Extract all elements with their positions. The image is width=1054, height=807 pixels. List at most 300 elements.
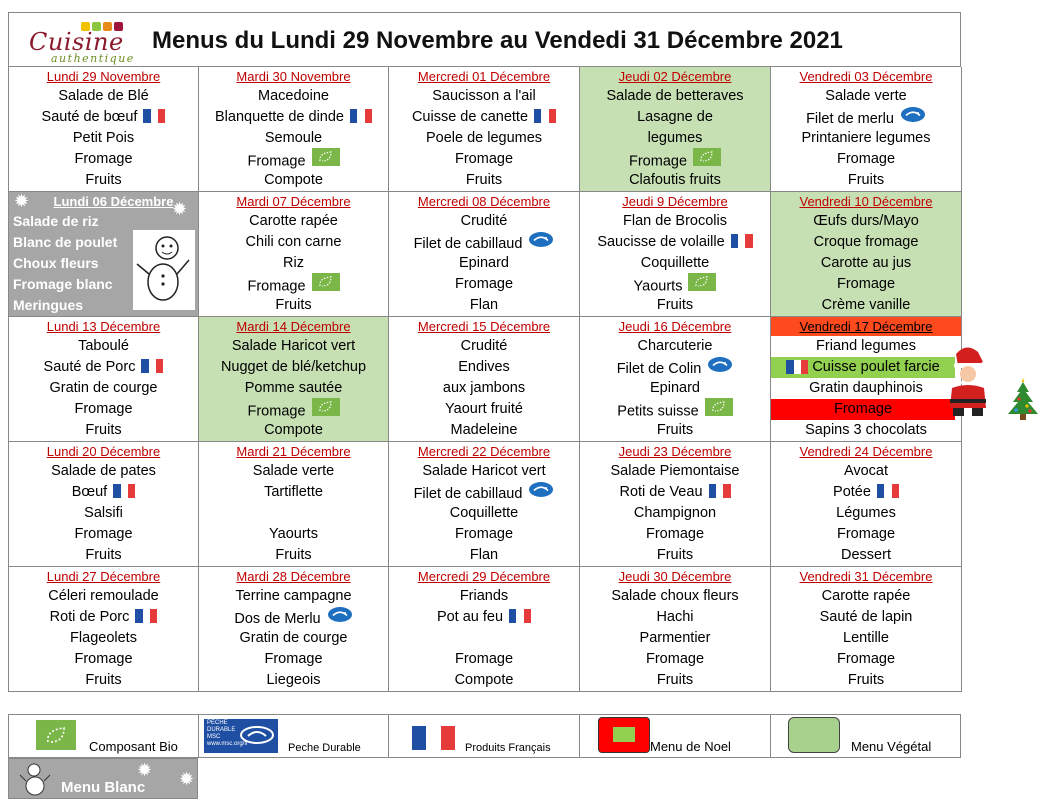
flag-icon: [877, 484, 899, 498]
menu-item-text: Flageolets: [70, 630, 137, 646]
menu-item-text: Avocat: [843, 463, 889, 479]
flag-icon: [509, 609, 531, 623]
day-cell: [771, 67, 962, 192]
menu-item-text: Printaniere legumes: [801, 130, 931, 146]
menu-item-text: Madeleine: [450, 422, 518, 438]
page-title: Menus du Lundi 29 Novembre au Vendedi 31 Décembre 2021: [152, 27, 843, 54]
day-date: Jeudi 02 Décembre: [618, 69, 732, 84]
menu-item-text: Crudité: [460, 338, 508, 354]
menu-item-text: Petit Pois: [72, 130, 135, 146]
menu-item: [9, 628, 198, 649]
menu-item: [580, 295, 770, 316]
msc-fish-icon: [239, 725, 275, 745]
menu-item-text: Epinard: [650, 380, 700, 396]
menu-item: [199, 253, 388, 274]
menu-item-text: Charcuterie: [637, 338, 713, 354]
menu-item: [199, 670, 388, 691]
day-date: Lundi 27 Décembre: [46, 569, 161, 584]
menu-item: [580, 670, 770, 691]
menu-item: [9, 107, 198, 128]
logo-subtitle: authentique: [51, 52, 135, 65]
menu-item-text: Filet de merlu: [806, 110, 894, 127]
menu-item: [389, 420, 579, 441]
menu-item-text: Roti de Porc: [49, 609, 130, 625]
menu-item-text: Carotte au jus: [820, 255, 912, 271]
menu-item-text: Potée: [833, 484, 871, 500]
menu-item: [580, 649, 770, 670]
menu-item: [9, 607, 198, 628]
day-cell: [389, 192, 580, 317]
menu-item: [199, 461, 388, 482]
menu-item-text: Fromage: [74, 526, 133, 542]
menu-item: [199, 649, 388, 670]
menu-item: [580, 378, 770, 399]
msc-icon: [327, 606, 353, 630]
day-cell: [9, 67, 199, 192]
menu-item: [9, 170, 198, 191]
menu-item-text: Saucisson a l'ail: [432, 88, 536, 104]
bio-icon: [312, 398, 340, 423]
menu-item: [580, 107, 770, 128]
menu-item-text: Compote: [264, 422, 323, 438]
french-flag-icon: [412, 726, 455, 750]
menu-item: [9, 128, 198, 149]
menu-item: [580, 149, 770, 170]
menu-item-text: Filet de cabillaud: [413, 235, 523, 252]
menu-item-text: Choux fleurs: [13, 255, 99, 271]
menu-item-text: Fromage: [454, 526, 514, 542]
msc-icon: [528, 231, 554, 255]
menu-item: [9, 670, 198, 691]
day-cell: [580, 567, 771, 692]
menu-item: [771, 503, 961, 524]
menu-item-text: Crudité: [460, 213, 508, 229]
menu-item: [389, 149, 579, 170]
menu-item-text: Dessert: [841, 547, 891, 563]
menu-item: [580, 545, 770, 566]
menu-item-text: Compote: [454, 672, 514, 688]
day-cell: [199, 567, 389, 692]
menu-item-text: Fruits: [85, 172, 122, 188]
menu-item-text: Fruits: [85, 422, 122, 438]
menu-item-text: Gratin dauphinois: [809, 380, 923, 396]
menu-item-text: aux jambons: [442, 380, 526, 396]
menu-item-text: Fromage: [264, 651, 323, 667]
menu-item: [9, 461, 198, 482]
day-date: Lundi 13 Décembre: [46, 319, 161, 334]
menu-item: [771, 524, 961, 545]
day-date: Lundi 20 Décembre: [46, 444, 161, 459]
flag-icon: [113, 484, 135, 498]
menu-item: [771, 253, 961, 274]
menu-item-text: Fromage: [454, 276, 514, 292]
menu-item: [580, 461, 770, 482]
menu-item-text: Carotte rapée: [249, 213, 338, 229]
menu-item: [389, 607, 579, 628]
menu-item-text: Macedoine: [258, 88, 329, 104]
menu-item-text: Fruits: [85, 672, 122, 688]
menu-item: [9, 336, 198, 357]
menu-item-text: Fromage: [836, 651, 896, 667]
legend-francais: [389, 715, 580, 757]
menu-item-text: Compote: [264, 172, 323, 188]
menu-item-text: Salade verte: [825, 88, 907, 104]
menu-item-text: Clafoutis fruits: [629, 172, 721, 188]
menu-item: [199, 274, 388, 295]
menu-item: [389, 524, 579, 545]
legend-blanc-label: Menu Blanc: [61, 779, 146, 796]
menu-item-text: Fruits: [85, 547, 122, 563]
menu-item: [389, 336, 579, 357]
flag-icon: [350, 109, 372, 123]
bio-icon: [312, 273, 340, 298]
menu-item-text: Terrine campagne: [235, 588, 352, 604]
menu-item: [771, 420, 961, 441]
snowman-icon: [19, 761, 51, 797]
menu-item: [389, 232, 579, 253]
menu-item-text: Friand legumes: [816, 338, 916, 354]
menu-item: [199, 107, 388, 128]
day-date: Vendredi 10 Décembre: [799, 194, 933, 209]
menu-item: [389, 461, 579, 482]
day-cell: [9, 567, 199, 692]
day-date: Mardi 14 Décembre: [236, 319, 351, 334]
menu-item: [9, 503, 198, 524]
menu-item: [771, 107, 961, 128]
menu-item: [580, 253, 770, 274]
msc-badge-line3: MSC: [207, 734, 221, 740]
menu-item: [9, 482, 198, 503]
menu-item: [771, 170, 961, 191]
menu-item-text: Salsifi: [84, 505, 123, 521]
snowflake-icon: ✹: [14, 191, 30, 211]
legend-vegetal: [771, 715, 962, 757]
menu-item-text: Epinard: [459, 255, 509, 271]
menu-item: [9, 86, 198, 107]
day-cell: [580, 317, 771, 442]
menu-item-text: Salade choux fleurs: [611, 588, 739, 604]
day-date: Lundi 29 Novembre: [46, 69, 161, 84]
menu-item-text: Yaourts: [269, 526, 318, 542]
day-date: Vendredi 03 Décembre: [799, 69, 933, 84]
menu-item: [771, 295, 961, 316]
menu-item-text: legumes: [647, 130, 703, 146]
menu-item-text: Fruits: [656, 422, 694, 438]
menu-item: [199, 420, 388, 441]
menu-item-text: Petits suisse: [617, 403, 699, 420]
menu-item: [389, 86, 579, 107]
menu-item: [389, 253, 579, 274]
menu-item: [389, 357, 579, 378]
menu-item: [199, 503, 388, 524]
menu-item: [9, 524, 198, 545]
menu-item: [9, 378, 198, 399]
day-date: Vendredi 31 Décembre: [799, 569, 933, 584]
menu-item-text: Salade de pates: [51, 463, 156, 479]
menu-item: [9, 649, 198, 670]
menu-item: [580, 503, 770, 524]
menu-item-text: Salade de riz: [13, 213, 99, 229]
menu-item-text: Salade verte: [252, 463, 335, 479]
menu-item-text: Fromage: [454, 151, 514, 167]
menu-item: [389, 545, 579, 566]
menu-item-text: Fromage: [454, 651, 514, 667]
day-date: Mardi 21 Décembre: [236, 444, 351, 459]
menu-item-text: Friands: [459, 588, 509, 604]
day-cell: [9, 442, 199, 567]
day-cell: [771, 192, 962, 317]
menu-item-text: Carotte rapée: [821, 588, 911, 604]
header: [8, 12, 961, 66]
menu-item: [580, 211, 770, 232]
day-date: Jeudi 23 Décembre: [618, 444, 732, 459]
menu-item: [9, 586, 198, 607]
bio-icon: [312, 148, 340, 173]
menu-item: [771, 149, 961, 170]
day-cell: [9, 192, 199, 317]
menu-item: [199, 482, 388, 503]
menu-item: [199, 378, 388, 399]
menu-item-text: Fromage: [74, 151, 133, 167]
menu-item: [771, 482, 961, 503]
snowflake-icon: ✹: [137, 760, 153, 780]
menu-item: [199, 211, 388, 232]
menu-item: [580, 586, 770, 607]
day-cell: [771, 317, 962, 442]
menu-item: [199, 524, 388, 545]
menu-item: [199, 586, 388, 607]
menu-item-text: Céleri remoulade: [48, 588, 159, 604]
menu-item: [580, 232, 770, 253]
menu-item: [771, 357, 955, 378]
legend-blanc: [8, 758, 198, 799]
menu-item-text: Lentille: [843, 630, 889, 646]
menu-item-text: Blanc de poulet: [13, 234, 118, 250]
menu-item: [771, 336, 961, 357]
menu-item: [389, 503, 579, 524]
bio-icon: [688, 273, 716, 298]
menu-item: [771, 274, 961, 295]
legend-vegetal-label: Menu Végétal: [851, 739, 932, 754]
menu-item: [771, 399, 955, 420]
menu-item-text: Salade de betteraves: [606, 88, 744, 104]
legend-noel-label: Menu de Noel: [650, 739, 731, 754]
menu-item: [580, 170, 770, 191]
menu-item-text: Fromage: [836, 276, 896, 292]
msc-label-badge: [204, 719, 278, 753]
menu-item: [580, 399, 770, 420]
santa-claus-icon: [936, 344, 992, 418]
menu-item: [389, 170, 579, 191]
menu-item-text: Fruits: [847, 172, 885, 188]
menu-item-text: Filet de Colin: [616, 360, 702, 377]
menu-item: [389, 274, 579, 295]
menu-item: [199, 295, 388, 316]
day-cell: [199, 192, 389, 317]
menu-item-text: Sapins 3 chocolats: [805, 422, 927, 438]
menu-item-text: Taboulé: [78, 338, 129, 354]
day-date: Mercredi 22 Décembre: [417, 444, 551, 459]
menu-item: [771, 670, 961, 691]
menu-item-text: Endives: [458, 359, 510, 375]
menu-item-text: Sauté de bœuf: [41, 109, 138, 125]
legend-peche: [199, 715, 389, 757]
menu-item-text: Salade Piemontaise: [610, 463, 740, 479]
day-date: Mardi 28 Décembre: [236, 569, 351, 584]
menu-item: [389, 128, 579, 149]
menu-item: [389, 211, 579, 232]
menu-item: [771, 461, 961, 482]
legend-noel: [580, 715, 771, 757]
menu-item-text: Flan: [469, 297, 499, 313]
menu-item: [771, 86, 961, 107]
menu-item: [580, 86, 770, 107]
menu-item-text: Gratin de courge: [239, 630, 348, 646]
menu-item-text: Roti de Veau: [619, 484, 703, 500]
menu-item-text: Fruits: [656, 297, 694, 313]
flag-icon: [141, 359, 163, 373]
day-cell: [580, 192, 771, 317]
menu-item-text: Fromage: [833, 401, 893, 417]
menu-item: [389, 482, 579, 503]
menu-item-text: Semoule: [264, 130, 323, 146]
menu-item-text: Croque fromage: [813, 234, 919, 250]
day-cell: [580, 442, 771, 567]
menu-item-text: Sauté de lapin: [819, 609, 913, 625]
menu-item-text: Œufs durs/Mayo: [813, 213, 919, 229]
menu-item-text: Fruits: [656, 672, 694, 688]
menu-item-text: Meringues: [13, 297, 84, 313]
menu-item: [580, 357, 770, 378]
menu-item-text: Champignon: [633, 505, 717, 521]
menu-item-text: Fromage: [74, 651, 133, 667]
day-cell: [199, 317, 389, 442]
menu-item-text: Fromage: [247, 278, 306, 295]
menu-item: [771, 128, 961, 149]
day-cell: [389, 67, 580, 192]
menu-item-text: Pot au feu: [436, 609, 504, 625]
day-date: Mercredi 08 Décembre: [417, 194, 551, 209]
menu-item: [389, 586, 579, 607]
menu-item-text: Filet de cabillaud: [413, 485, 523, 502]
legend-bio: [9, 715, 199, 757]
menu-item: [580, 607, 770, 628]
menu-item: [771, 607, 961, 628]
menu-item: [580, 274, 770, 295]
menu-item-text: Salade Haricot vert: [231, 338, 356, 354]
eu-organic-leaf-icon: [36, 720, 76, 750]
menu-item: [771, 649, 961, 670]
menu-item: [580, 628, 770, 649]
menu-item-text: Fromage: [247, 403, 306, 420]
menu-item-text: Bœuf: [71, 484, 108, 500]
menu-item: [9, 211, 198, 232]
menu-item-text: Cuisse de canette: [411, 109, 529, 125]
flag-icon: [786, 360, 808, 374]
menu-item-text: Salade Haricot vert: [422, 463, 546, 479]
logo-word: Cuisine: [29, 28, 124, 56]
day-date: Mardi 07 Décembre: [236, 194, 351, 209]
menu-item-text: Fromage: [836, 151, 896, 167]
menu-item: [389, 295, 579, 316]
menu-item-text: Yaourt fruité: [445, 401, 523, 417]
menu-item: [199, 607, 388, 628]
menu-sheet: [8, 12, 961, 692]
vegetal-swatch: [788, 717, 840, 753]
day-date: Jeudi 9 Décembre: [622, 194, 728, 209]
menu-item: [199, 545, 388, 566]
day-date: Vendredi 17 Décembre: [771, 317, 961, 336]
menu-item-text: Pomme sautée: [244, 380, 343, 396]
legend: [8, 714, 961, 758]
menu-item-text: Fromage: [645, 651, 705, 667]
day-date: Vendredi 24 Décembre: [799, 444, 933, 459]
menu-item: [771, 211, 961, 232]
day-date: Jeudi 16 Décembre: [618, 319, 732, 334]
menu-item-text: Fromage: [628, 153, 688, 170]
day-cell: [199, 442, 389, 567]
day-date: Mardi 30 Novembre: [236, 69, 351, 84]
menu-item: [580, 482, 770, 503]
menu-item: [580, 524, 770, 545]
day-cell: [771, 567, 962, 692]
cuisine-authentique-logo: [21, 19, 139, 65]
menu-item-text: Yaourts: [633, 278, 683, 295]
snowflake-icon: ✹: [172, 199, 188, 219]
menu-item-text: Fruits: [275, 297, 312, 313]
bio-icon: [705, 398, 733, 423]
bio-icon: [693, 148, 721, 173]
menu-item-text: Tartiflette: [264, 484, 323, 500]
menu-item: [9, 420, 198, 441]
menu-item-text: Fruits: [656, 547, 694, 563]
menu-item: [199, 86, 388, 107]
menu-item: [580, 420, 770, 441]
menu-item: [199, 628, 388, 649]
menu-item: [771, 628, 961, 649]
noel-swatch: [598, 717, 650, 753]
menu-item-text: Riz: [283, 255, 304, 271]
menu-item: [199, 399, 388, 420]
menu-item: [199, 336, 388, 357]
day-cell: [771, 442, 962, 567]
day-date: Lundi 06 Décembre: [53, 194, 174, 209]
menu-item: [9, 399, 198, 420]
legend-peche-label: Peche Durable: [288, 742, 361, 754]
menu-item-text: Flan: [469, 547, 499, 563]
menu-item-text: Crème vanille: [821, 297, 911, 313]
menu-item: [771, 586, 961, 607]
menu-item: [9, 149, 198, 170]
menu-item-text: Dos de Merlu: [234, 610, 321, 627]
menu-item: [199, 149, 388, 170]
menu-item-text: Fromage blanc: [13, 276, 113, 292]
menu-item: [389, 649, 579, 670]
day-date: Mercredi 01 Décembre: [417, 69, 551, 84]
menu-item: [199, 232, 388, 253]
menu-item-text: Flan de Brocolis: [623, 213, 727, 229]
menu-item-text: Lasagne de: [637, 109, 713, 125]
menu-grid: [8, 66, 961, 692]
flag-icon: [731, 234, 753, 248]
menu-item: [771, 232, 961, 253]
menu-item-text: Fromage: [74, 401, 133, 417]
day-cell: [199, 67, 389, 192]
flag-icon: [143, 109, 165, 123]
snowman-icon: [133, 230, 195, 310]
menu-item-text: Cuisse poulet farcie: [812, 359, 940, 375]
menu-item: [580, 336, 770, 357]
